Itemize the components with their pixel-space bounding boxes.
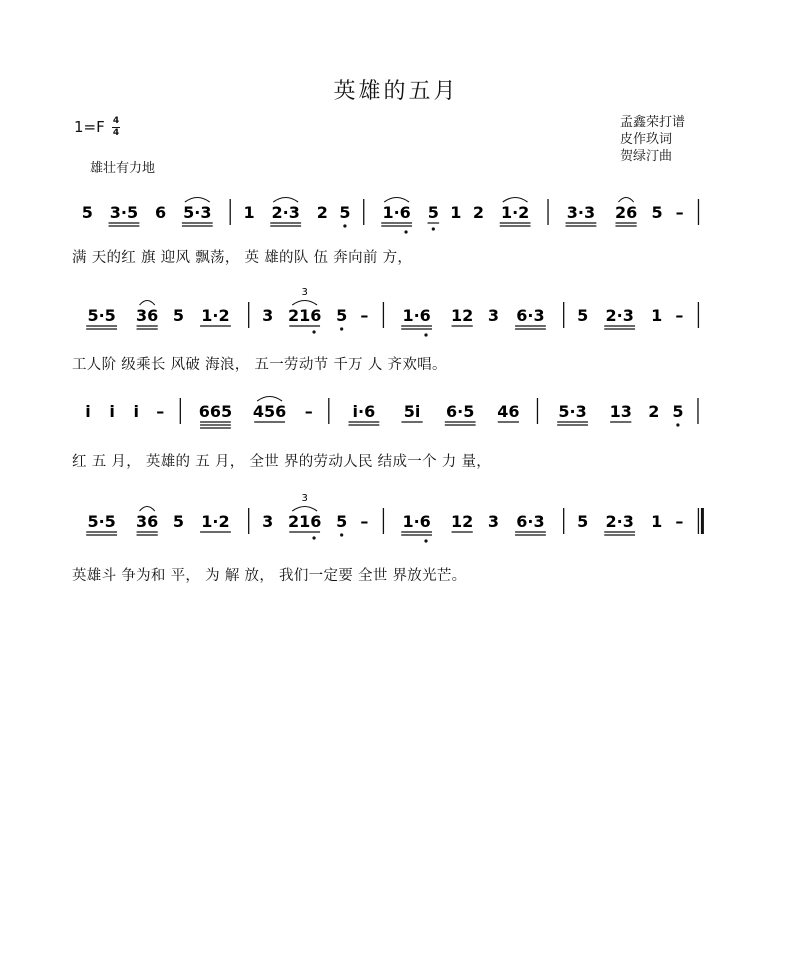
note-group: 5 [339, 203, 351, 222]
note-group: 12 [451, 306, 474, 325]
note-group: 1·2 [500, 203, 530, 222]
lyrics-line-3: 红 五 月， 英雄的 五 月， 全世 界的劳动人民 结成一个 力 量， [72, 454, 492, 470]
time-signature-top: 4 [112, 116, 120, 126]
low-octave-dot [424, 333, 427, 336]
low-octave-dot [340, 533, 343, 536]
lyrics-line-1: 满 天的红 旗 迎风 飘荡， 英 雄的队 伍 奔向前 方， [72, 250, 413, 266]
note-group: 36 [136, 512, 159, 531]
key-signature: 1=F [74, 118, 105, 136]
note-group: 5 [577, 306, 589, 325]
lyrics-line-4: 英雄斗 争为和 平， 为 解 放， 我们一定要 全世 界放光芒。 [72, 568, 467, 584]
note-group: 216 [287, 512, 322, 531]
note-group: 3 [262, 512, 274, 531]
note-group: 216 [287, 306, 322, 325]
note-group: 5·5 [87, 306, 116, 325]
note-group: – [360, 512, 369, 531]
note-group: 6·3 [516, 306, 545, 325]
slur-arc [185, 198, 210, 203]
note-group: 5 [427, 203, 439, 222]
note-group: 46 [497, 402, 520, 421]
low-octave-dot [404, 230, 407, 233]
note-group: 26 [614, 203, 638, 222]
low-octave-dot [343, 224, 346, 227]
note-group: 2·3 [605, 306, 634, 325]
note-group: – [304, 402, 313, 421]
note-group: 2 [316, 203, 328, 222]
note-group: 1·6 [402, 306, 431, 325]
credit-transcriber: 孟鑫荣打谱 [620, 115, 686, 130]
note-group: i [109, 402, 115, 421]
lyrics-line-2: 工人阶 级乘长 风破 海浪， 五一劳动节 千万 人 齐欢唱。 [72, 357, 447, 373]
note-group: i·6 [352, 402, 376, 421]
note-group: – [360, 306, 369, 325]
note-group: 2·3 [605, 512, 634, 531]
note-group: 1 [651, 512, 663, 531]
note-group: 1·6 [402, 512, 431, 531]
note-group: 1 [651, 306, 663, 325]
tempo-marking: 雄壮有力地 [90, 161, 156, 176]
low-octave-dot [312, 330, 315, 333]
low-octave-dot [432, 227, 435, 230]
credit-lyricist: 皮作玖词 [620, 132, 673, 147]
slur-arc [257, 397, 282, 402]
note-group: 5 [651, 203, 663, 222]
note-group: 1·6 [382, 203, 411, 222]
slur-arc [273, 198, 298, 203]
note-group: 2 [648, 402, 660, 421]
slur-arc [292, 301, 317, 306]
note-group: 5 [172, 512, 185, 531]
slur-arc [503, 198, 528, 203]
note-group: i [133, 402, 139, 421]
note-group: 5 [577, 512, 589, 531]
low-octave-dot [676, 423, 679, 426]
note-group: 3 [487, 306, 500, 325]
note-group: 3 [487, 512, 500, 531]
note-group: i [85, 402, 91, 421]
note-group: 6·3 [516, 512, 545, 531]
note-group: 2 [472, 203, 485, 222]
note-group: 665 [198, 402, 233, 421]
note-group: 6·5 [446, 402, 475, 421]
note-group: 2·3 [271, 203, 300, 222]
slur-arc [292, 507, 317, 512]
note-group: 5·3 [558, 402, 587, 421]
note-group: 5 [81, 203, 93, 222]
low-octave-dot [312, 536, 315, 539]
note-group: 5 [672, 402, 684, 421]
note-group: 3·3 [566, 203, 596, 222]
note-group: 3·5 [109, 203, 139, 222]
slur-arc [618, 198, 633, 203]
note-group: 5 [336, 306, 348, 325]
note-group: – [675, 512, 684, 531]
note-group: 456 [252, 402, 287, 421]
note-group: 5 [172, 306, 185, 325]
note-group: – [675, 306, 684, 325]
note-group: 1·2 [201, 512, 230, 531]
note-group: 5·5 [87, 512, 116, 531]
slur-arc [384, 198, 409, 203]
time-signature-bottom: 4 [112, 128, 120, 138]
triplet-number: 3 [301, 287, 308, 298]
note-group: 13 [609, 402, 632, 421]
note-group: 5i [403, 402, 421, 421]
note-group: – [156, 402, 165, 421]
note-group: – [675, 203, 684, 222]
note-group: 1·2 [201, 306, 230, 325]
slur-arc [140, 301, 155, 306]
note-group: 5 [336, 512, 348, 531]
note-group: 6 [155, 203, 167, 222]
note-group: 3 [262, 306, 274, 325]
note-group: 12 [451, 512, 474, 531]
note-group: 1 [243, 203, 255, 222]
low-octave-dot [340, 327, 343, 330]
song-title: 英雄的五月 [333, 79, 459, 104]
triplet-number: 3 [301, 493, 308, 504]
low-octave-dot [424, 539, 427, 542]
note-group: 36 [136, 306, 159, 325]
note-group: 1 [450, 203, 462, 222]
note-group: 5·3 [183, 203, 212, 222]
slur-arc [140, 507, 155, 512]
credit-composer: 贺绿汀曲 [620, 149, 673, 164]
